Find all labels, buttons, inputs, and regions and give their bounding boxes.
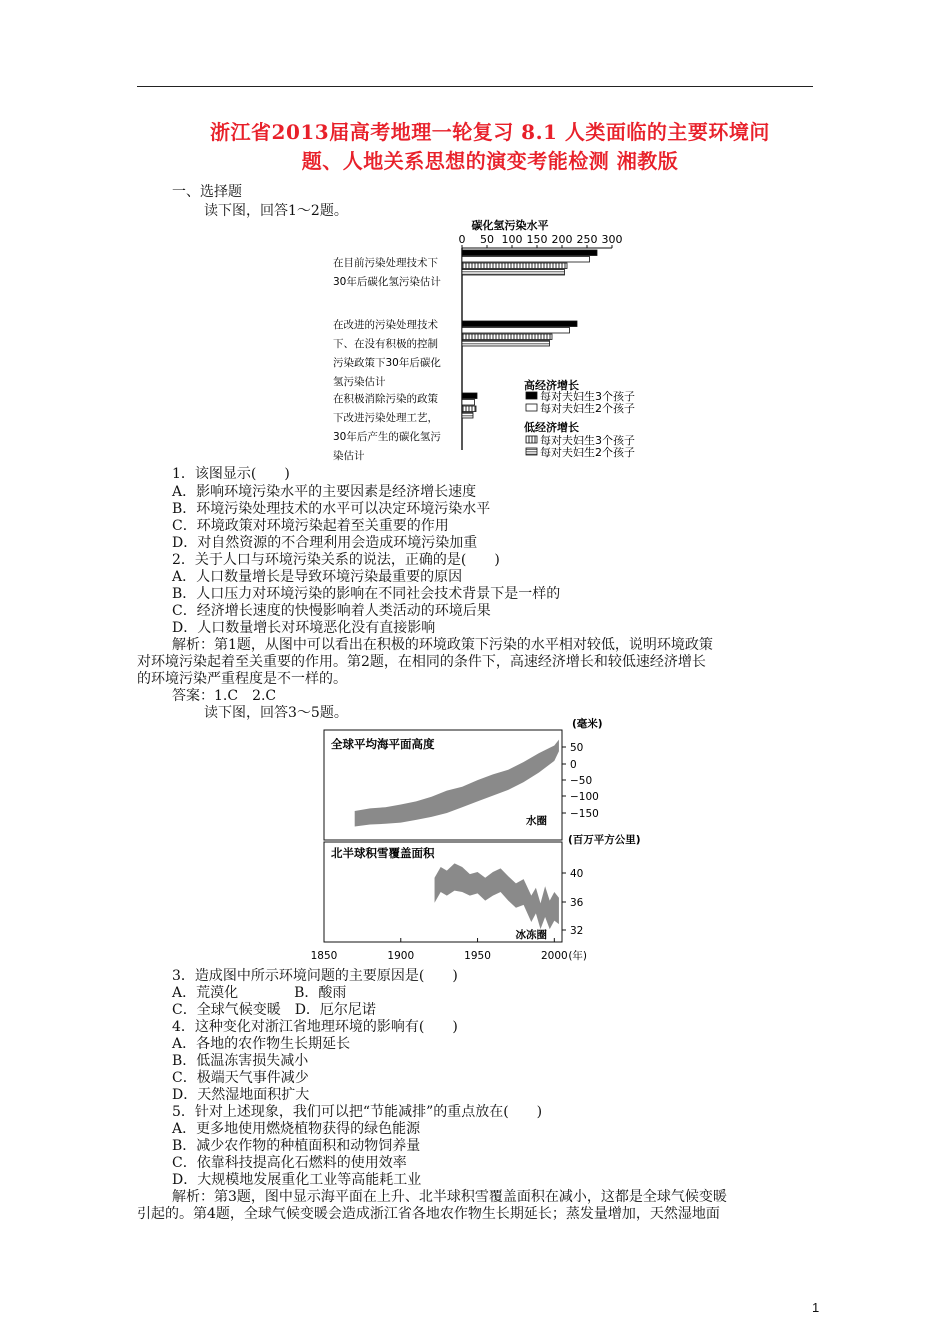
x-axis-tick: 1950 xyxy=(464,950,491,962)
bar-group-label: 染估计 xyxy=(333,450,365,462)
question4-option-a: A．各地的农作物生长期延长 xyxy=(172,1036,351,1052)
bar-low_2 xyxy=(462,270,565,276)
bar-group-label: 在积极消除污染的政策 xyxy=(333,393,438,405)
legend-heading-high-growth: 高经济增长 xyxy=(524,379,579,392)
legend-label-low_3: 每对夫妇生3个孩子 xyxy=(540,434,635,447)
x-axis-tick: 1850 xyxy=(310,950,338,962)
question4-option-c: C．极端天气事件减少 xyxy=(172,1070,309,1086)
panel-1-y-tick: −100 xyxy=(570,791,599,803)
question3-options-cd: C．全球气候变暖 D．厄尔尼诺 xyxy=(172,1002,376,1018)
legend-swatch-low_2 xyxy=(526,448,537,455)
answer1: 答案：1.C 2.C xyxy=(172,688,277,704)
bar-low_2 xyxy=(462,341,550,347)
bar-chart-title: 碳化氢污染水平 xyxy=(471,219,549,232)
panel-2-unit: (百万平方公里) xyxy=(568,834,641,846)
panel-2-y-tick: 40 xyxy=(570,868,584,880)
question1-stem: 1．该图显示( ) xyxy=(172,466,290,482)
question4-option-d: D．天然湿地面积扩大 xyxy=(172,1087,310,1103)
bar-group-label: 污染政策下30年后碳化 xyxy=(333,357,441,369)
section-heading: 一、选择题 xyxy=(172,184,242,200)
question2-option-b: B．人口压力对环境污染的影响在不同社会技术背景下是一样的 xyxy=(172,586,561,602)
bar-chart-x-tick: 250 xyxy=(576,233,598,246)
question1-option-b: B．环境污染处理技术的水平可以决定环境污染水平 xyxy=(172,501,491,517)
bar-high_3 xyxy=(462,250,597,256)
document-title-line2: 题、人地关系思想的演变考能检测 湘教版 xyxy=(301,149,679,173)
question5-option-a: A．更多地使用燃烧植物获得的绿色能源 xyxy=(172,1121,421,1137)
panel-1-y-tick: 50 xyxy=(570,742,584,754)
bar-chart-x-tick: 300 xyxy=(601,233,623,246)
panel-1-y-tick: −50 xyxy=(570,775,593,787)
question4-option-b: B．低温冻害损失减小 xyxy=(172,1053,309,1069)
panel-2-sphere-label: 冰冻圈 xyxy=(515,929,547,941)
legend-label-high_3: 每对夫妇生3个孩子 xyxy=(540,390,635,403)
legend-swatch-high_2 xyxy=(526,404,537,411)
analysis1-line3: 的环境污染严重程度是不一样的。 xyxy=(137,671,347,687)
bar-high_3 xyxy=(462,393,477,399)
question2-stem: 2．关于人口与环境污染关系的说法，正确的是( ) xyxy=(172,552,500,568)
question5-option-c: C．依靠科技提高化石燃料的使用效率 xyxy=(172,1155,407,1171)
panel-2-y-tick: 32 xyxy=(570,925,584,937)
panel-1-y-tick: −150 xyxy=(570,808,599,820)
bar-high_2 xyxy=(462,328,570,334)
question2-option-a: A．人口数量增长是导致环境污染最重要的原因 xyxy=(172,569,463,585)
bar-high_2 xyxy=(462,400,475,406)
analysis1-line2: 对环境污染起着至关重要的作用。第2题，在相同的条件下，高速经济增长和较低速经济增长 xyxy=(137,654,706,670)
bar-group-label: 在目前污染处理技术下 xyxy=(333,257,438,269)
panel-2-title: 北半球积雪覆盖面积 xyxy=(331,846,435,860)
x-axis-tick: 2000 xyxy=(540,950,568,962)
bar-group-label: 下、在没有积极的控制 xyxy=(333,338,438,350)
question3-options-ab: A．荒漠化 B．酸雨 xyxy=(172,985,347,1001)
document-title-line1: 浙江省2013届高考地理一轮复习 8.1 人类面临的主要环境问 xyxy=(210,120,770,144)
legend-swatch-high_3 xyxy=(526,392,537,399)
panel-2-y-tick: 36 xyxy=(570,897,584,909)
bar-chart-x-tick: 200 xyxy=(551,233,573,246)
legend-heading-low-growth: 低经济增长 xyxy=(524,421,579,434)
panel-2-range-band xyxy=(435,863,559,929)
bar-low_3 xyxy=(462,406,476,412)
bar-group-label: 下改进污染处理工艺， xyxy=(333,412,438,424)
bar-group-label: 30年后碳化氢污染估计 xyxy=(333,276,441,288)
question5-stem: 5．针对上述现象，我们可以把“节能减排”的重点放在( ) xyxy=(172,1104,543,1120)
analysis2-line1: 解析：第3题，图中显示海平面在上升、北半球积雪覆盖面积在减小，这都是全球气候变暖 xyxy=(172,1189,727,1205)
panel-1-range-band xyxy=(355,740,559,827)
question1-option-d: D．对自然资源的不合理利用会造成环境污染加重 xyxy=(172,535,478,551)
header-rule xyxy=(137,86,813,87)
analysis1-line1: 解析：第1题，从图中可以看出在积极的环境政策下污染的水平相对较低，说明环境政策 xyxy=(172,637,713,653)
question2-option-c: C．经济增长速度的快慢影响着人类活动的环境后果 xyxy=(172,603,491,619)
figure1-intro: 读下图，回答1～2题。 xyxy=(204,203,348,219)
question3-stem: 3．造成图中所示环境问题的主要原因是( ) xyxy=(172,968,458,984)
question2-option-d: D．人口数量增长对环境恶化没有直接影响 xyxy=(172,620,436,636)
question5-option-d: D．大规模地发展重化工业等高能耗工业 xyxy=(172,1172,422,1188)
legend-label-high_2: 每对夫妇生2个孩子 xyxy=(540,402,635,415)
question1-option-a: A．影响环境污染水平的主要因素是经济增长速度 xyxy=(172,484,477,500)
bar-high_2 xyxy=(462,257,590,263)
bar-chart-x-tick: 100 xyxy=(501,233,523,246)
bar-chart-x-tick: 150 xyxy=(526,233,548,246)
figure2-intro: 读下图，回答3～5题。 xyxy=(204,705,348,721)
bar-group-label: 30年后产生的碳化氢污 xyxy=(333,431,441,443)
legend-swatch-low_3 xyxy=(526,436,537,443)
legend-label-low_2: 每对夫妇生2个孩子 xyxy=(540,446,635,459)
bar-group-label: 在改进的污染处理技术 xyxy=(333,319,438,331)
figure1-hydrocarbon-bar-chart xyxy=(330,218,660,468)
x-axis-unit: (年) xyxy=(568,950,588,962)
figure2-climate-change-chart xyxy=(310,714,670,966)
question1-option-c: C．环境政策对环境污染起着至关重要的作用 xyxy=(172,518,449,534)
analysis2-line2: 引起的。第4题，全球气候变暖会造成浙江省各地农作物生长期延长；蒸发量增加，天然湿地面 xyxy=(137,1206,720,1222)
bar-low_2 xyxy=(462,413,473,419)
x-axis-tick: 1900 xyxy=(387,950,415,962)
panel-1-sphere-label: 水圈 xyxy=(526,815,547,827)
panel-1-y-tick: 0 xyxy=(570,759,577,771)
bar-group-label: 氢污染估计 xyxy=(333,376,386,388)
bar-chart-x-tick: 50 xyxy=(480,233,494,246)
question4-stem: 4．这种变化对浙江省地理环境的影响有( ) xyxy=(172,1019,458,1035)
bar-high_3 xyxy=(462,321,577,327)
panel-1-unit: (毫米) xyxy=(572,718,603,730)
panel-1-title: 全球平均海平面高度 xyxy=(331,737,435,751)
question5-option-b: B．减少农作物的种植面积和动物饲养量 xyxy=(172,1138,421,1154)
bar-chart-x-tick: 0 xyxy=(458,233,466,246)
page-number: 1 xyxy=(812,1300,820,1315)
bar-low_3 xyxy=(462,263,567,269)
bar-low_3 xyxy=(462,334,552,340)
